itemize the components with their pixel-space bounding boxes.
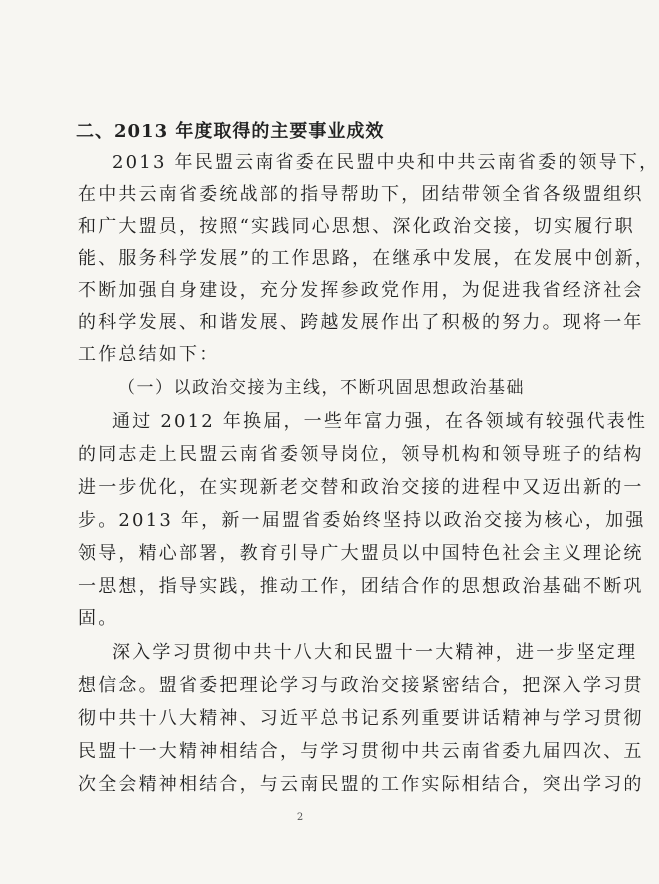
paragraph2-line: 进一步优化，在实现新老交替和政治交接的进程中又迈出新的一: [78, 477, 644, 498]
paragraph3-line: 民盟十一大精神相结合，与学习贯彻中共云南省委九届四次、五: [78, 741, 644, 762]
paragraph1-line: 在中共云南省委统战部的指导帮助下，团结带领全省各级盟组织: [78, 184, 644, 205]
paragraph3-line: 想信念。盟省委把理论学习与政治交接紧密结合，把深入学习贯: [78, 675, 644, 696]
section-heading: 二、2013 年度取得的主要事业成效: [76, 121, 385, 142]
paragraph2-line: 通过 2012 年换届，一些年富力强，在各领域有较强代表性: [112, 411, 648, 432]
paragraph2-line: 固。: [78, 608, 119, 629]
paragraph2-line: 一思想，指导实践，推动工作，团结合作的思想政治基础不断巩: [78, 576, 644, 597]
paragraph1-line: 工作总结如下：: [78, 344, 220, 365]
paragraph1-line: 的科学发展、和谐发展、跨越发展作出了积极的努力。现将一年: [78, 312, 644, 333]
subsection-heading: （一）以政治交接为主线，不断巩固思想政治基础: [118, 378, 525, 398]
page-number: 2: [296, 812, 304, 823]
paragraph1-line: 能、服务科学发展”的工作思路，在继承中发展，在发展中创新，: [78, 248, 655, 269]
paragraph3-line: 次全会精神相结合，与云南民盟的工作实际相结合，突出学习的: [78, 774, 644, 795]
paragraph3-line: 彻中共十八大精神、习近平总书记系列重要讲话精神与学习贯彻: [78, 708, 644, 729]
paragraph1-line: 2013 年民盟云南省委在民盟中央和中共云南省委的领导下，: [112, 152, 659, 173]
paragraph3-line: 深入学习贯彻中共十八大和民盟十一大精神，进一步坚定理: [112, 642, 638, 663]
paragraph2-line: 步。2013 年，新一届盟省委始终坚持以政治交接为核心，加强: [78, 510, 646, 531]
paragraph2-line: 的同志走上民盟云南省委领导岗位，领导机构和领导班子的结构: [78, 444, 644, 465]
paragraph1-line: 和广大盟员，按照“实践同心思想、深化政治交接，切实履行职: [78, 216, 635, 237]
paragraph1-line: 不断加强自身建设，充分发挥参政党作用，为促进我省经济社会: [78, 280, 644, 301]
paragraph2-line: 领导，精心部署，教育引导广大盟员以中国特色社会主义理论统: [78, 543, 644, 564]
